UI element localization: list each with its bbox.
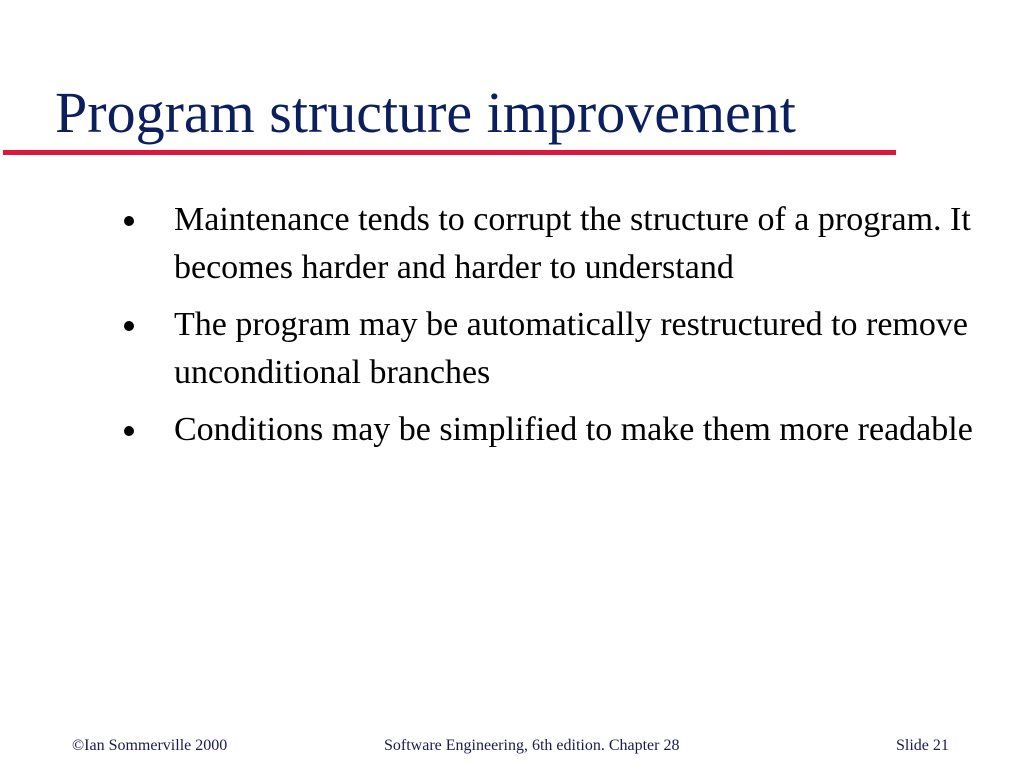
bullet-text: Maintenance tends to corrupt the structure of a program. It becomes harder and harder to understand [174,201,971,286]
bullet-icon [124,321,134,331]
bullet-icon [124,216,134,226]
bullet-item [122,301,1002,397]
footer-copyright: ©Ian Sommerville 2000 [72,737,228,754]
bullet-icon [124,426,134,436]
bullet-item [122,406,1002,454]
bullet-item [122,196,1002,292]
slide-title: Program structure improvement [55,80,796,145]
bullet-text: Conditions may be simplified to make them more readable [174,411,973,448]
footer-book-title: Software Engineering, 6th edition. Chapter 28 [384,737,680,754]
footer-slide-number: Slide 21 [896,737,949,754]
title-underline [3,150,896,155]
bullet-text: The program may be automatically restructured to remove unconditional branches [174,306,968,391]
bullet-list [122,196,1002,463]
